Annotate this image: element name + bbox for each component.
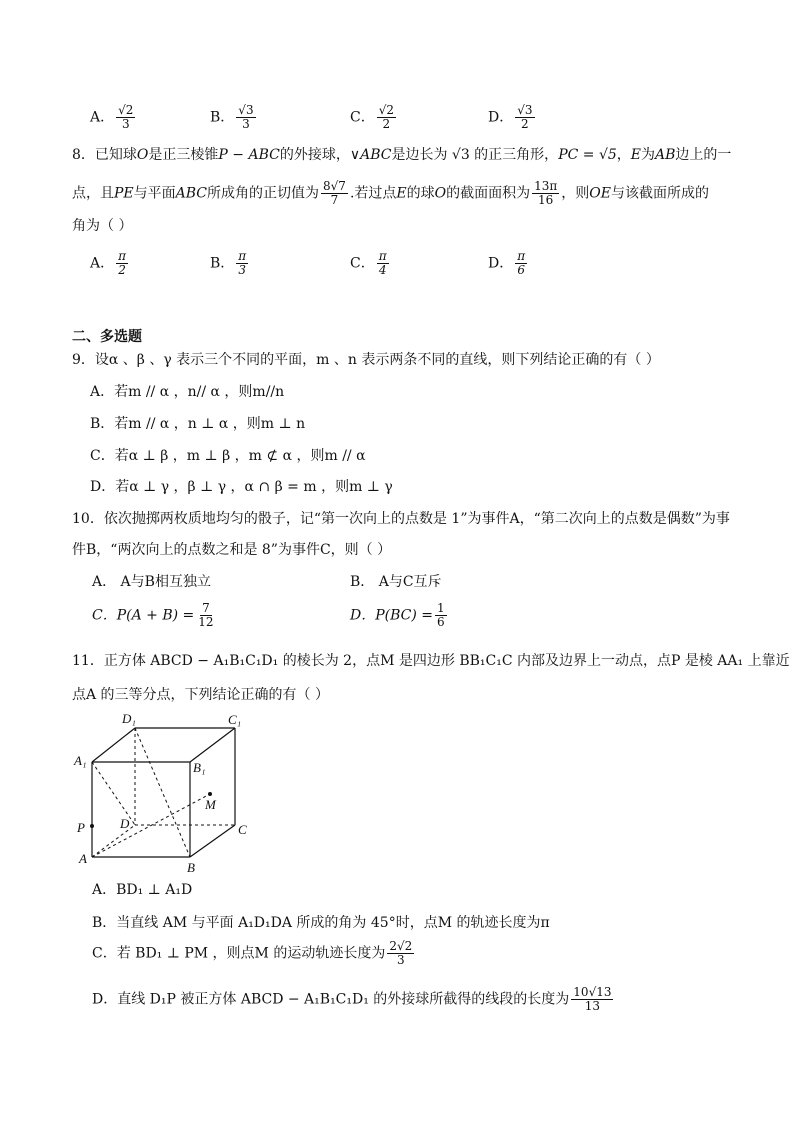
q7-option-b: B． $\frac{√3}{3}$ xyxy=(210,103,254,131)
segment-d1-b xyxy=(135,728,190,857)
cube-figure xyxy=(70,710,270,875)
section-title-multiple-choice: 二、多选题 xyxy=(72,329,142,345)
q9-option-d: D．若α ⊥ γ ，β ⊥ γ ，α ∩ β = m ，则m ⊥ γ xyxy=(90,479,393,495)
q7-option-a: A． $\frac{√2}{3}$ xyxy=(90,103,134,131)
q11-option-d: D．直线 D₁P 被正方体 ABCD − A₁B₁C₁D₁ 的外接球所截得的线段的长度为 $\frac{10√13}{13}$ xyxy=(92,985,612,1013)
q11-option-b: B．当直线 AM 与平面 A₁D₁DA 所成的角为 45°时，点M 的轨迹长度为π xyxy=(92,915,550,931)
point-m xyxy=(208,792,212,796)
q9-option-a: A．若m // α ，n// α ，则m//n xyxy=(90,384,285,400)
label-a: A xyxy=(79,851,87,866)
q8-option-d: D． $\frac{\pi}{6}$ xyxy=(488,249,526,277)
q8-line-1: 8．已知球O是正三棱锥P − ABC的外接球，∨ABC是边长为 √3 的正三角形，PC = √5，E为AB边上的一 xyxy=(72,147,732,163)
q11-line-1: 11．正方体 ABCD − A₁B₁C₁D₁ 的棱长为 2，点M 是四边形 BB₁C₁C 内部及边界上一动点，点P 是棱 AA₁ 上靠近 xyxy=(72,653,790,669)
q9-stem: 9．设α 、β 、γ 表示三个不同的平面，m 、n 表示两条不同的直线，则下列结论正确的有（ ） xyxy=(72,352,660,368)
q10-option-a: A． A与B相互独立 xyxy=(92,574,211,590)
q7-option-c: C． $\frac{√2}{2}$ xyxy=(350,103,394,131)
edge-b1-c1 xyxy=(190,728,235,762)
label-b: B xyxy=(187,860,195,875)
q9-option-c: C．若α ⊥ β ，m ⊥ β ，m ⊄ α ，则m // α xyxy=(90,448,366,464)
q8-option-b: B． $\frac{\pi}{3}$ xyxy=(210,249,247,277)
edge-b-c xyxy=(190,825,235,857)
q8-option-a: A． $\frac{\pi}{2}$ xyxy=(90,249,127,277)
point-p xyxy=(90,824,94,828)
label-a1: A₁ xyxy=(74,753,87,768)
q10-option-c: C．P(A + B) = $\frac{7}{12}$ xyxy=(92,601,214,629)
q9-option-b: B．若m // α ，n ⊥ α ，则m ⊥ n xyxy=(90,416,306,432)
label-c: C xyxy=(238,822,247,837)
label-m: M xyxy=(205,797,216,812)
q10-line-1: 10．依次抛掷两枚质地均匀的骰子，记“第一次向上的点数是 1”为事件A，“第二次向上的点数是偶数”为事 xyxy=(72,511,730,527)
label-d1: D₁ xyxy=(122,711,136,726)
q8-option-c: C． $\frac{\pi}{4}$ xyxy=(350,249,387,277)
q10-option-d: D．P(BC) = $\frac{1}{6}$ xyxy=(350,601,445,629)
q7-option-d: D． $\frac{√3}{2}$ xyxy=(488,103,533,131)
q11-option-a: A．BD₁ ⊥ A₁D xyxy=(92,882,193,898)
label-p: P xyxy=(77,820,85,835)
label-b1: B₁ xyxy=(193,760,206,775)
q11-option-c: C．若 BD₁ ⊥ PM ，则点M 的运动轨迹长度为 $\frac{2√2}{3}$ xyxy=(92,939,413,967)
q11-line-2: 点A 的三等分点，下列结论正确的有（ ） xyxy=(72,687,330,703)
edge-a1-d1 xyxy=(92,728,135,762)
q10-line-2: 件B，“两次向上的点数之和是 8”为事件C，则（ ） xyxy=(72,542,392,558)
q8-line-2: 点，且PE与平面ABC所成角的正切值为 $\frac{8√7}{7}$ .若过点E的球O的截面面积为 $\frac{13\pi}{16}$ ，则OE与该截面所成的 xyxy=(72,179,709,207)
segment-a-m xyxy=(92,794,210,857)
label-c1: C₁ xyxy=(228,712,242,727)
q10-option-b: B． A与C互斥 xyxy=(350,574,442,590)
label-d: D xyxy=(120,816,130,831)
q8-line-3: 角为（ ） xyxy=(72,218,133,234)
